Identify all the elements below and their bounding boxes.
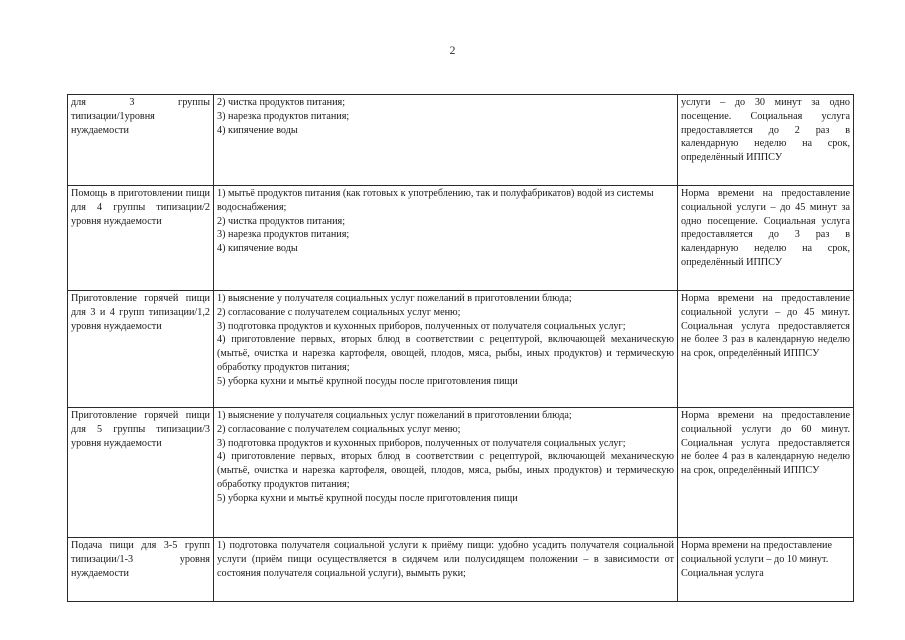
action-item: 2) согласование с получателем социальных услуг меню; bbox=[217, 423, 461, 435]
action-item: 3) подготовка продуктов и кухонных приборов, полученных от получателя социальных услуг; bbox=[217, 437, 626, 449]
action-item: 1) выяснение у получателя социальных услуг пожеланий в приготовлении блюда; bbox=[217, 293, 572, 304]
service-actions-cell bbox=[214, 538, 678, 602]
time-norm-cell: Норма времени на предоставление социальной услуги до 60 минут. Социальная услуга предоставляется не более 4 раз в календарную неделю на срок, определённый ИППСУ bbox=[678, 408, 854, 538]
action-item: 3) нарезка продуктов питания; bbox=[217, 110, 350, 122]
service-category-cell: Подача пищи для 3-5 групп типизации/1-3 уровня нуждаемости bbox=[68, 538, 214, 602]
service-actions-cell bbox=[214, 291, 678, 408]
time-norm-cell: услуги – до 30 минут за одно посещение. Социальная услуга предоставляется до 2 раз в календарную неделю на срок, определённый ИППСУ bbox=[678, 95, 854, 186]
action-item: 3) подготовка продуктов и кухонных приборов, полученных от получателя социальных услуг; bbox=[217, 320, 626, 332]
service-category-cell: Приготовление горячей пищи для 5 группы типизации/3 уровня нуждаемости bbox=[68, 408, 214, 538]
action-item: 4) кипячение воды bbox=[217, 243, 298, 255]
table-row bbox=[68, 291, 854, 408]
time-norm-cell: Норма времени на предоставление социальной услуги – до 45 минут за одно посещение. Социальная услуга предоставляется до 3 раз в календарную неделю на срок, определённый ИППСУ bbox=[678, 186, 854, 291]
action-item: 1) подготовка получателя социальной услуги к приёму пищи: удобно усадить получателя социальной услуги (приём пищи осуществляется в сидячем или полусидящем положении – в зависимости от состояния получателя социальной услуги), вымыть руки; bbox=[217, 540, 674, 579]
service-category-cell: для 3 группы типизации/1уровня нуждаемости bbox=[68, 95, 214, 186]
time-norm-cell: Норма времени на предоставление социальной услуги – до 10 минут. Социальная услуга bbox=[678, 538, 854, 602]
action-item: 1) мытьё продуктов питания (как готовых к употреблению, так и полуфабрикатов) водой из системы водоснабжения; bbox=[217, 188, 654, 213]
service-actions-cell bbox=[214, 186, 678, 291]
action-item: 5) уборка кухни и мытьё крупной посуды после приготовления пищи bbox=[217, 492, 518, 504]
table-row bbox=[68, 408, 854, 538]
time-norm-cell: Норма времени на предоставление социальной услуги – до 45 минут. Социальная услуга предоставляется не более 3 раз в календарную неделю на срок, определённый ИППСУ bbox=[678, 291, 854, 408]
service-category-cell: Приготовление горячей пищи для 3 и 4 групп типизации/1,2 уровня нуждаемости bbox=[68, 291, 214, 408]
action-item: 2) чистка продуктов питания; bbox=[217, 97, 346, 108]
action-item: 4) приготовление первых, вторых блюд в соответствии с рецептурой, включающей механическую (мытьё, очистка и нарезка картофеля, овощей, плодов, мяса, рыбы, иных продуктов) и термическую обработку продуктов питания; bbox=[217, 451, 674, 490]
page-number: 2 bbox=[449, 43, 456, 57]
action-item: 4) приготовление первых, вторых блюд в соответствии с рецептурой, включающей механическую (мытьё, очистка и нарезка картофеля, овощей, плодов, мяса, рыбы, иных продуктов) и термическую обработку продуктов питания; bbox=[217, 334, 674, 373]
service-actions-cell bbox=[214, 95, 678, 186]
service-actions-cell bbox=[214, 408, 678, 538]
action-item: 5) уборка кухни и мытьё крупной посуды после приготовления пищи bbox=[217, 375, 518, 387]
table-row bbox=[68, 538, 854, 602]
service-category-cell: Помощь в приготовлении пищи для 4 группы типизации/2 уровня нуждаемости bbox=[68, 186, 214, 291]
action-item: 4) кипячение воды bbox=[217, 124, 298, 136]
action-item: 2) согласование с получателем социальных услуг меню; bbox=[217, 306, 461, 318]
action-item: 3) нарезка продуктов питания; bbox=[217, 229, 350, 241]
table-row bbox=[68, 95, 854, 186]
action-item: 1) выяснение у получателя социальных услуг пожеланий в приготовлении блюда; bbox=[217, 410, 572, 421]
services-table bbox=[67, 94, 854, 602]
table-row bbox=[68, 186, 854, 291]
action-item: 2) чистка продуктов питания; bbox=[217, 215, 346, 227]
